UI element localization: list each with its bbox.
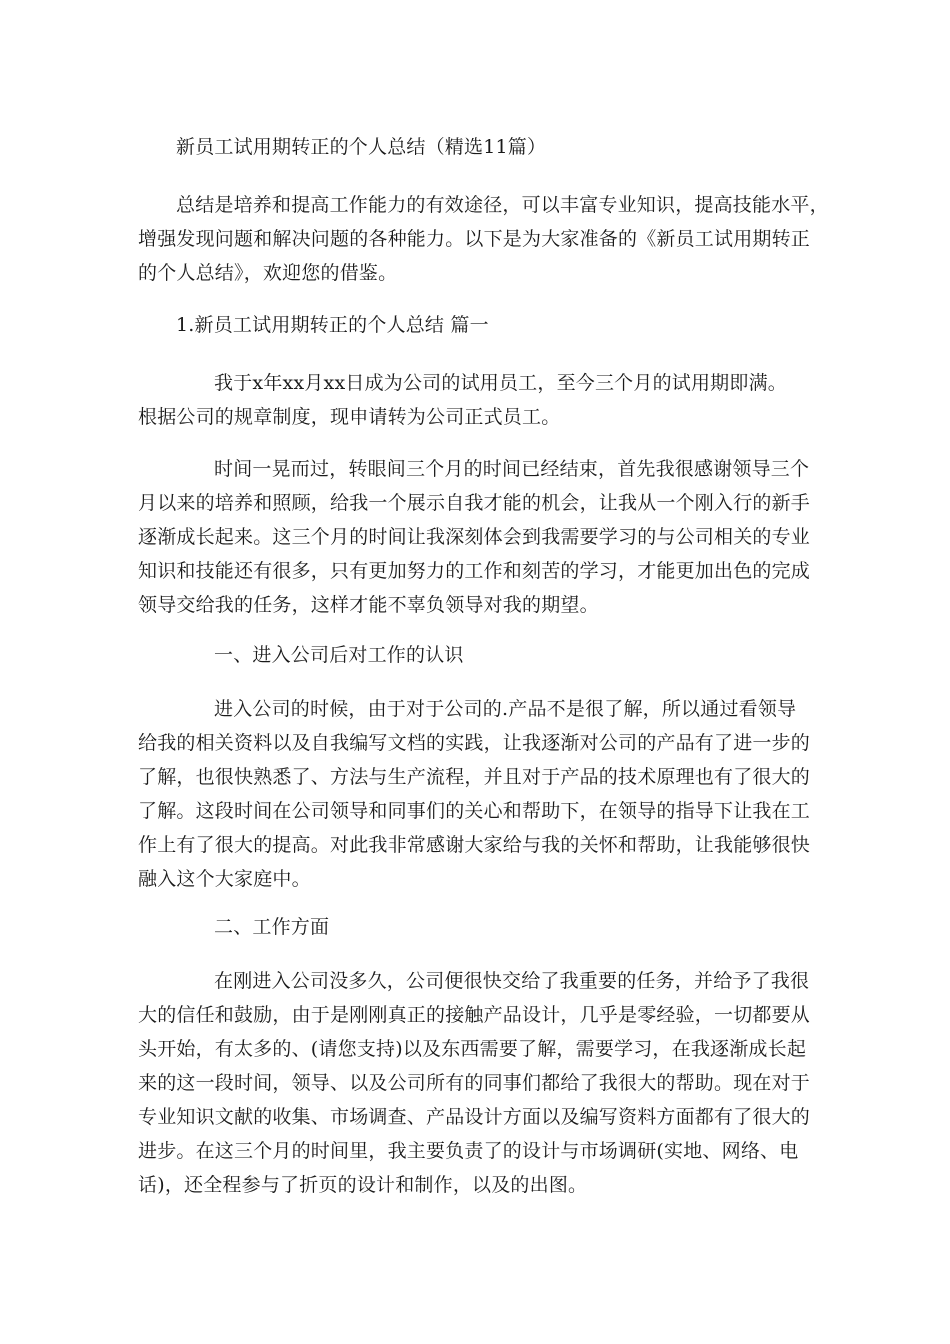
intro-paragraph bbox=[138, 188, 828, 290]
intro-line-3: 的个人总结》，欢迎您的借鉴。 bbox=[138, 262, 398, 284]
section-1-heading-line: 1.新员工试用期转正的个人总结 篇一 bbox=[176, 314, 489, 336]
intro-line-2: 增强发现问题和解决问题的各种能力。以下是为大家准备的《新员工试用期转正 bbox=[138, 228, 811, 250]
heading-a-line: 一、进入公司后对工作的认识 bbox=[214, 644, 464, 666]
paragraph-3 bbox=[138, 692, 828, 896]
paragraph-2 bbox=[138, 452, 828, 622]
paragraph-3-line-2: 给我的相关资料以及自我编写文档的实践，让我逐渐对公司的产品有了进一步的 bbox=[138, 732, 811, 754]
paragraph-2-line-4: 知识和技能还有很多，只有更加努力的工作和刻苦的学习，才能更加出色的完成 bbox=[138, 560, 811, 582]
heading-b bbox=[138, 910, 828, 944]
paragraph-2-line-1: 时间一晃而过，转眼间三个月的时间已经结束，首先我很感谢领导三个 bbox=[214, 458, 810, 480]
heading-b-line: 二、工作方面 bbox=[214, 916, 330, 938]
section-1-heading bbox=[138, 308, 828, 342]
paragraph-1 bbox=[138, 366, 828, 434]
paragraph-4-line-4: 来的这一段时间，领导、以及公司所有的同事们都给了我很大的帮助。现在对于 bbox=[138, 1072, 811, 1094]
paragraph-2-line-3: 逐渐成长起来。这三个月的时间让我深刻体会到我需要学习的与公司相关的专业 bbox=[138, 526, 811, 548]
intro-line-1: 总结是培养和提高工作能力的有效途径，可以丰富专业知识，提高技能水平， bbox=[176, 194, 829, 216]
paragraph-3-line-1: 进入公司的时候，由于对于公司的.产品不是很了解，所以通过看领导 bbox=[214, 698, 797, 720]
paragraph-2-line-5: 领导交给我的任务，这样才能不辜负领导对我的期望。 bbox=[138, 594, 599, 616]
title-line: 新员工试用期转正的个人总结（精选11篇） bbox=[176, 136, 547, 158]
paragraph-4-line-3: 头开始，有太多的、(请您支持)以及东西需要了解，需要学习，在我逐渐成长起 bbox=[138, 1038, 807, 1060]
paragraph-4-line-5: 专业知识文献的收集、市场调查、产品设计方面以及编写资料方面都有了很大的 bbox=[138, 1106, 811, 1128]
paragraph-1-line-1: 我于x年xx月xx日成为公司的试用员工，至今三个月的试用期即满。 bbox=[214, 372, 787, 394]
paragraph-4-line-6: 进步。在这三个月的时间里，我主要负责了的设计与市场调研(实地、网络、电 bbox=[138, 1140, 799, 1162]
paragraph-4 bbox=[138, 964, 828, 1202]
paragraph-3-line-6: 融入这个大家庭中。 bbox=[138, 868, 311, 890]
paragraph-3-line-5: 作上有了很大的提高。对此我非常感谢大家给与我的关怀和帮助，让我能够很快 bbox=[138, 834, 811, 856]
paragraph-4-line-7: 话)，还全程参与了折页的设计和制作，以及的出图。 bbox=[138, 1174, 588, 1196]
paragraph-3-line-3: 了解，也很快熟悉了、方法与生产流程，并且对于产品的技术原理也有了很大的 bbox=[138, 766, 811, 788]
paragraph-1-line-2: 根据公司的规章制度，现申请转为公司正式员工。 bbox=[138, 406, 561, 428]
paragraph-4-line-1: 在刚进入公司没多久，公司便很快交给了我重要的任务，并给予了我很 bbox=[214, 970, 810, 992]
heading-a bbox=[138, 638, 828, 672]
paragraph-2-line-2: 月以来的培养和照顾，给我一个展示自我才能的机会，让我从一个刚入行的新手 bbox=[138, 492, 811, 514]
document-title bbox=[138, 130, 828, 164]
paragraph-4-line-2: 大的信任和鼓励，由于是刚刚真正的接触产品设计，几乎是零经验，一切都要从 bbox=[138, 1004, 811, 1026]
paragraph-3-line-4: 了解。这段时间在公司领导和同事们的关心和帮助下，在领导的指导下让我在工 bbox=[138, 800, 811, 822]
